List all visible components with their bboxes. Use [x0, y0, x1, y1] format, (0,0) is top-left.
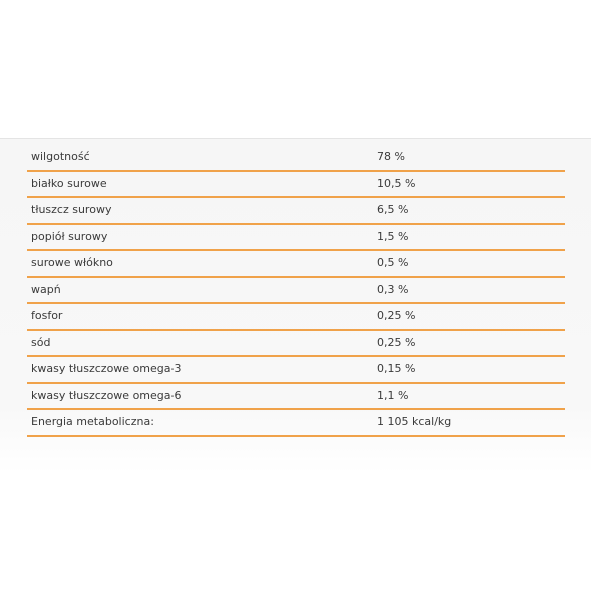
nutrient-value: 0,25 % — [377, 330, 565, 357]
nutrition-table — [27, 145, 565, 437]
table-row — [27, 303, 565, 330]
nutrient-label: fosfor — [27, 303, 377, 330]
table-row — [27, 330, 565, 357]
nutrient-label: tłuszcz surowy — [27, 197, 377, 224]
table-row — [27, 197, 565, 224]
nutrient-label: kwasy tłuszczowe omega-3 — [27, 356, 377, 383]
nutrient-label: Energia metaboliczna: — [27, 409, 377, 436]
nutrient-value: 1 105 kcal/kg — [377, 409, 565, 436]
nutrient-label: wilgotność — [27, 145, 377, 171]
nutrient-value: 10,5 % — [377, 171, 565, 198]
table-row — [27, 250, 565, 277]
nutrient-value: 0,25 % — [377, 303, 565, 330]
nutrient-label: sód — [27, 330, 377, 357]
nutrient-label: popiół surowy — [27, 224, 377, 251]
nutrient-value: 6,5 % — [377, 197, 565, 224]
table-row — [27, 224, 565, 251]
nutrient-value: 0,5 % — [377, 250, 565, 277]
nutrient-label: wapń — [27, 277, 377, 304]
table-row — [27, 145, 565, 171]
nutrient-label: kwasy tłuszczowe omega-6 — [27, 383, 377, 410]
nutrient-value: 1,1 % — [377, 383, 565, 410]
table-row — [27, 383, 565, 410]
nutrient-value: 78 % — [377, 145, 565, 171]
nutrient-label: białko surowe — [27, 171, 377, 198]
nutrient-value: 0,3 % — [377, 277, 565, 304]
nutrient-value: 1,5 % — [377, 224, 565, 251]
nutrient-value: 0,15 % — [377, 356, 565, 383]
table-row — [27, 409, 565, 436]
nutrient-label: surowe włókno — [27, 250, 377, 277]
table-row — [27, 277, 565, 304]
table-row — [27, 356, 565, 383]
table-row — [27, 171, 565, 198]
